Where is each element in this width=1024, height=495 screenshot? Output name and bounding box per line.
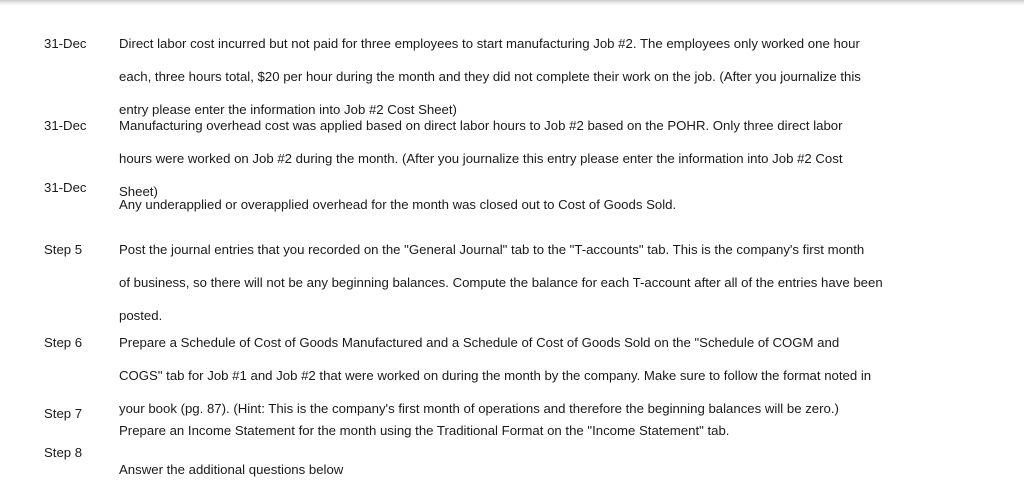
row-description	[119, 445, 979, 495]
text-line: Answer the additional questions below	[119, 461, 344, 477]
text-line: entry please enter the information into Job #2 Cost Sheet)	[119, 101, 457, 117]
text-line: of business, so there will not be any beginning balances. Compute the balance for each T-account after all of the entries have been	[119, 274, 883, 290]
row-label: Step 8	[44, 445, 83, 460]
text-line: Any underapplied or overapplied overhead for the month was closed out to Cost of Goods Sold.	[119, 196, 677, 212]
text-line: each, three hours total, $20 per hour during the month and they did not complete their work on the job. (After you journalize this	[119, 68, 861, 84]
text-line: Manufacturing overhead cost was applied based on direct labor hours to Job #2 based on the POHR. Only three direct labor	[119, 117, 843, 133]
top-border	[0, 0, 1024, 6]
row-label: 31-Dec	[44, 118, 87, 133]
text-line: Direct labor cost incurred but not paid for three employees to start manufacturing Job #2. The employees only worked one hour	[119, 35, 860, 51]
row-description	[119, 180, 979, 230]
text-line: hours were worked on Job #2 during the month. (After you journalize this entry please enter the information into Job #2 Cost	[119, 150, 843, 166]
row-label: Step 6	[44, 335, 83, 350]
text-line: Sheet)	[119, 183, 158, 199]
text-line: Post the journal entries that you recorded on the "General Journal" tab to the "T-accounts" tab. This is the company's first month	[119, 241, 865, 257]
row-label: Step 5	[44, 242, 83, 257]
row-label: 31-Dec	[44, 180, 87, 195]
row-label: 31-Dec	[44, 36, 87, 51]
text-line: COGS" tab for Job #1 and Job #2 that were worked on during the month by the company. Make sure to follow the format noted in	[119, 367, 872, 383]
row-label: Step 7	[44, 406, 83, 421]
text-line: Prepare an Income Statement for the month using the Traditional Format on the "Income Statement" tab.	[119, 422, 730, 438]
text-line: Prepare a Schedule of Cost of Goods Manufactured and a Schedule of Cost of Goods Sold on the "Schedule of COGM and	[119, 334, 840, 350]
text-line: posted.	[119, 307, 163, 323]
text-line: your book (pg. 87). (Hint: This is the company's first month of operations and therefore the beginning balances will be zero.)	[119, 400, 839, 416]
